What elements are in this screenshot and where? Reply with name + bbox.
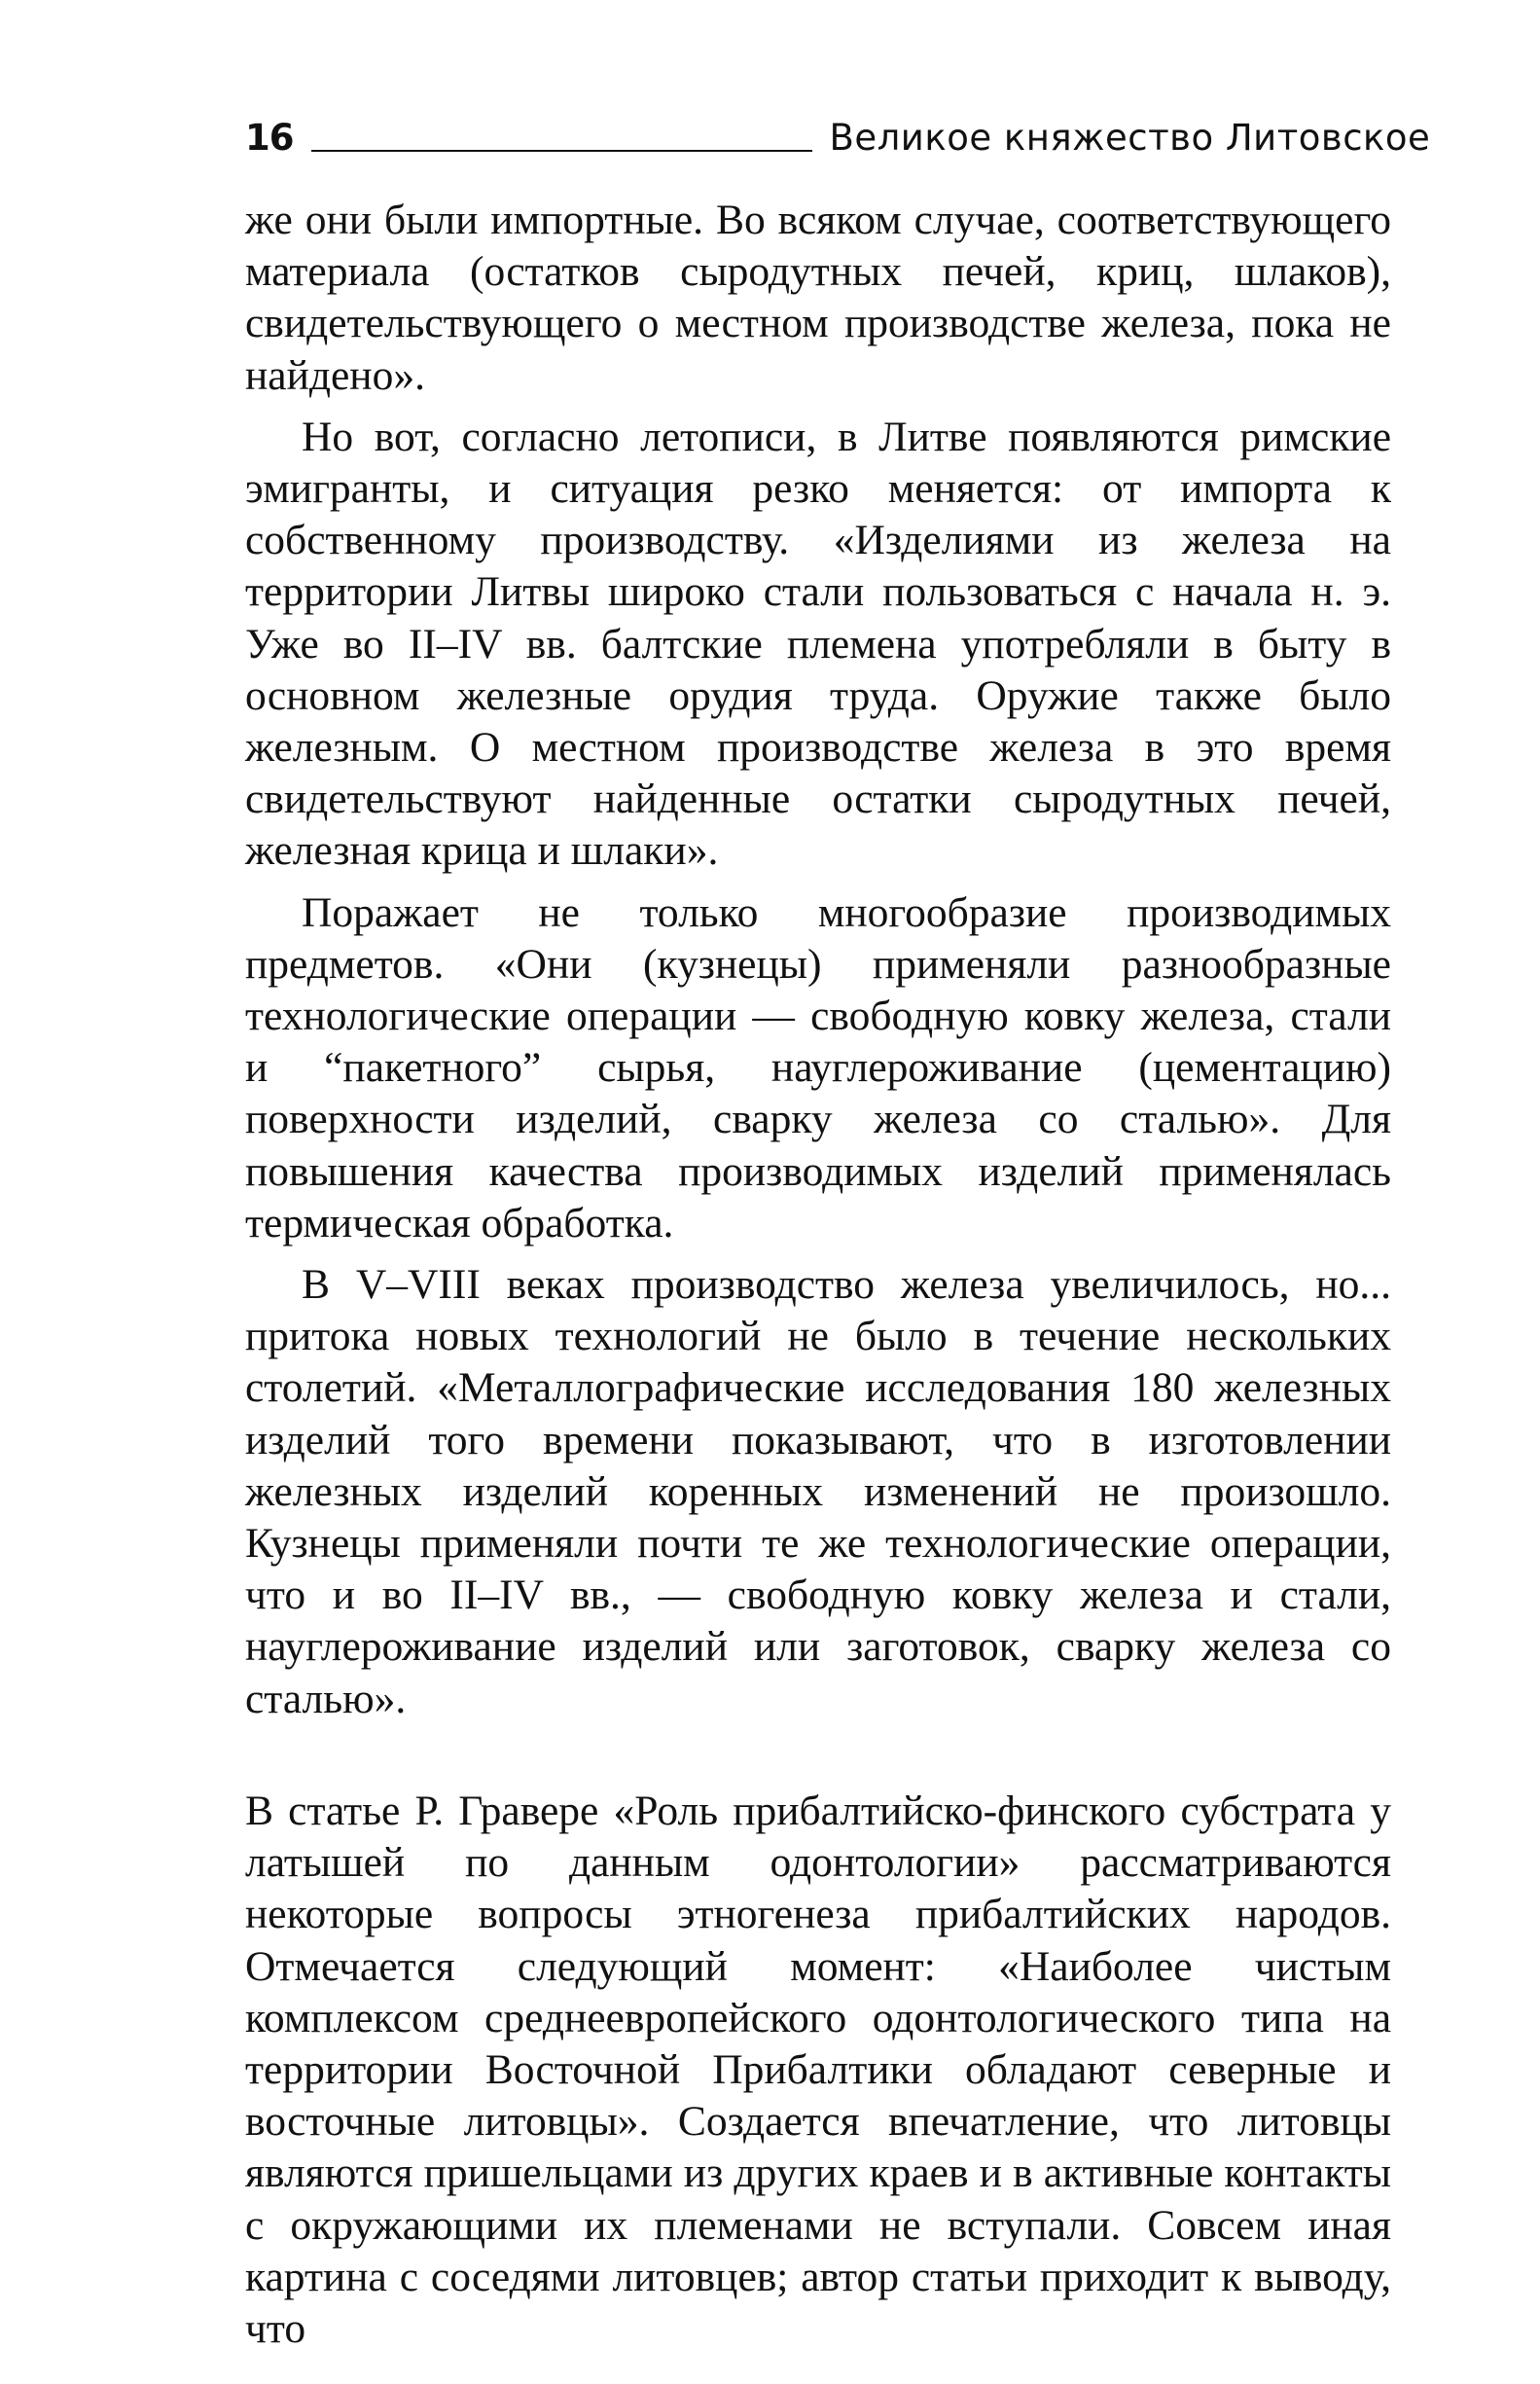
book-page bbox=[245, 97, 1431, 2355]
page-number: 16 bbox=[245, 117, 294, 159]
header-rule bbox=[311, 150, 812, 152]
paragraph-continuation: же они были импортные. Во всяком случае, соответствующего материала (остатков сыродутных печей, криц, шлаков), свидетельствующего о местном производстве железа, пока не найдено». bbox=[245, 197, 1391, 399]
paragraph: В V–VIII веках производство железа увеличилось, но... притока новых технологий не было в течение нескольких столетий. «Металлографические исследования 180 железных изделий того времени показывают, что в изготовлении железных изделий коренных изменений не произошло. Кузнецы применяли почти те же технологические операции, что и во II–IV вв., — свободную ковку железа и стали, науглероживание изделий или заготовок, сварку железа со сталью». bbox=[245, 1261, 1391, 1722]
paragraph: Но вот, согласно летописи, в Литве появляются римские эмигранты, и ситуация резко меняется: от импорта к собственному производству. «Изделиями из железа на территории Литвы широко стали пользоваться с начала н. э. Уже во II–IV вв. балтские племена употребляли в быту в основном железные орудия труда. Оружие также было железным. О местном производстве железа в это время свидетельствуют найденные остатки сыродутных печей, железная крица и шлаки». bbox=[245, 413, 1391, 875]
running-title: Великое княжество Литовское bbox=[829, 117, 1431, 159]
paragraph-section-start: В статье Р. Гравере «Роль прибалтийско-финского субстрата у латышей по данным одонтологии» рассматриваются некоторые вопросы этногенеза прибалтийских народов. Отмечается следующий момент: «Наиболее чистым комплексом среднеевропейского одонтологического типа на территории Восточной Прибалтики обладают северные и восточные литовцы». Создается впечатление, что литовцы являются пришельцами из других краев и в активные контакты с окружающими их племенами не вступали. Совсем иная картина с соседями литовцев; автор статьи приходит к выводу, что bbox=[245, 1787, 1391, 2352]
paragraph: Поражает не только многообразие производимых предметов. «Они (кузнецы) применяли разнообразные технологические операции — свободную ковку железа, стали и “пакетного” сырья, науглероживание (цементацию) поверхности изделий, сварку железа со сталью». Для повышения качества производимых изделий применялась термическая обработка. bbox=[245, 888, 1391, 1246]
running-head bbox=[245, 97, 1431, 159]
body-text bbox=[245, 195, 1391, 2355]
